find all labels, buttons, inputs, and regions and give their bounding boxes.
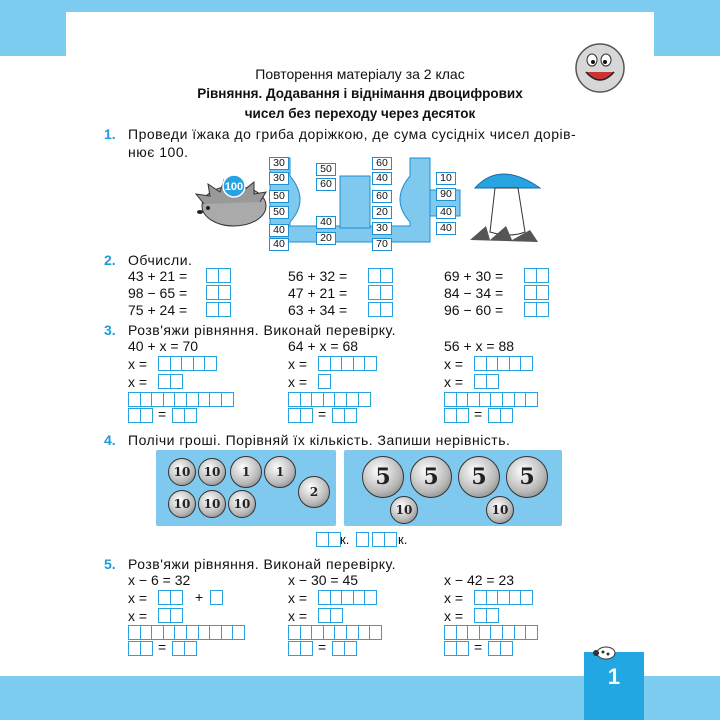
task1-illustration bbox=[190, 156, 550, 250]
check-cells[interactable] bbox=[288, 641, 311, 656]
answer-cells[interactable] bbox=[158, 608, 181, 623]
task1-number: 1. bbox=[104, 126, 116, 142]
check-cells[interactable] bbox=[172, 641, 195, 656]
path-number: 40 bbox=[269, 224, 289, 237]
x-label: x = bbox=[444, 608, 464, 624]
check-cells[interactable] bbox=[444, 625, 537, 640]
coins-panel-left bbox=[156, 450, 336, 526]
answer-cells[interactable] bbox=[368, 302, 391, 317]
answer-cells[interactable] bbox=[474, 374, 497, 389]
coin: 5 bbox=[410, 456, 452, 498]
equals-sign: = bbox=[474, 406, 483, 422]
path-number: 40 bbox=[372, 172, 392, 185]
x-label: x = bbox=[444, 356, 464, 372]
task5-number: 5. bbox=[104, 556, 116, 572]
check-cells[interactable] bbox=[128, 625, 244, 640]
check-cells[interactable] bbox=[332, 641, 355, 656]
equals-sign: = bbox=[318, 639, 327, 655]
task5-eq: x − 30 = 45 bbox=[288, 572, 359, 588]
coin: 10 bbox=[390, 496, 418, 524]
check-cells[interactable] bbox=[128, 641, 151, 656]
task1-text-line1: Проведи їжака до гриба доріжкою, де сума сусідніх чисел дорів- bbox=[128, 126, 577, 142]
answer-cells[interactable] bbox=[524, 285, 547, 300]
task3-number: 3. bbox=[104, 322, 116, 338]
task3-eq: 56 + x = 88 bbox=[444, 338, 515, 354]
task4-text: Полічи гроші. Порівняй їх кількість. Запиши нерівність. bbox=[128, 432, 511, 448]
ladybug-icon bbox=[592, 644, 618, 660]
x-label: x = bbox=[128, 374, 148, 390]
check-cells[interactable] bbox=[288, 392, 369, 407]
task3-text: Розв'яжи рівняння. Виконай перевірку. bbox=[128, 322, 397, 338]
coin: 1 bbox=[230, 456, 262, 488]
equals-sign: = bbox=[318, 406, 327, 422]
x-label: x = bbox=[128, 356, 148, 372]
path-number: 50 bbox=[269, 190, 289, 203]
answer-cells[interactable] bbox=[368, 285, 391, 300]
work-cells[interactable] bbox=[318, 590, 376, 605]
check-cells[interactable] bbox=[444, 408, 467, 423]
task2-expr: 43 + 21 = bbox=[128, 268, 188, 284]
work-cells[interactable] bbox=[210, 590, 222, 605]
coin: 5 bbox=[458, 456, 500, 498]
plus-sign: + bbox=[195, 589, 204, 605]
equals-sign: = bbox=[474, 639, 483, 655]
task5-eq: x − 6 = 32 bbox=[128, 572, 191, 588]
path-number: 40 bbox=[316, 216, 336, 229]
path-number: 20 bbox=[372, 206, 392, 219]
check-cells[interactable] bbox=[332, 408, 355, 423]
coin: 1 bbox=[264, 456, 296, 488]
answer-cells[interactable] bbox=[318, 608, 341, 623]
path-number: 90 bbox=[436, 188, 456, 201]
answer-cells[interactable] bbox=[524, 302, 547, 317]
x-label: x = bbox=[288, 356, 308, 372]
path-number: 20 bbox=[316, 232, 336, 245]
x-label: x = bbox=[288, 608, 308, 624]
work-cells[interactable] bbox=[158, 356, 216, 371]
check-cells[interactable] bbox=[444, 641, 467, 656]
check-cells[interactable] bbox=[128, 392, 232, 407]
unit-right: к. bbox=[398, 532, 408, 547]
check-cells[interactable] bbox=[444, 392, 537, 407]
x-label: x = bbox=[128, 590, 148, 606]
path-number: 30 bbox=[372, 222, 392, 235]
answer-cells[interactable] bbox=[318, 374, 330, 389]
work-cells[interactable] bbox=[318, 356, 376, 371]
task2-expr: 47 + 21 = bbox=[288, 285, 348, 301]
answer-cells[interactable] bbox=[524, 268, 547, 283]
inequality-left-cells[interactable] bbox=[316, 532, 339, 547]
equals-sign: = bbox=[158, 406, 167, 422]
path-number: 30 bbox=[269, 172, 289, 185]
check-cells[interactable] bbox=[172, 408, 195, 423]
work-cells[interactable] bbox=[474, 356, 532, 371]
coin: 5 bbox=[362, 456, 404, 498]
task5-eq: x − 42 = 23 bbox=[444, 572, 515, 588]
answer-cells[interactable] bbox=[206, 268, 229, 283]
path-number: 40 bbox=[436, 206, 456, 219]
path-number: 50 bbox=[316, 163, 336, 176]
coin: 10 bbox=[486, 496, 514, 524]
task2-expr: 98 − 65 = bbox=[128, 285, 188, 301]
inequality-right-cells[interactable] bbox=[372, 532, 395, 547]
x-label: x = bbox=[444, 590, 464, 606]
check-cells[interactable] bbox=[288, 625, 381, 640]
path-number: 10 bbox=[436, 172, 456, 185]
answer-cells[interactable] bbox=[368, 268, 391, 283]
path-number: 60 bbox=[372, 190, 392, 203]
task4-number: 4. bbox=[104, 432, 116, 448]
task2-expr: 69 + 30 = bbox=[444, 268, 504, 284]
task2-text: Обчисли. bbox=[128, 252, 193, 268]
section-subtitle: Повторення матеріалу за 2 клас bbox=[255, 66, 465, 82]
path-number: 30 bbox=[269, 157, 289, 170]
x-label: x = bbox=[444, 374, 464, 390]
work-cells[interactable] bbox=[158, 590, 181, 605]
x-label: x = bbox=[288, 374, 308, 390]
coin: 10 bbox=[228, 490, 256, 518]
coin: 5 bbox=[506, 456, 548, 498]
task2-expr: 75 + 24 = bbox=[128, 302, 188, 318]
check-cells[interactable] bbox=[488, 641, 511, 656]
comparison-cell[interactable] bbox=[356, 532, 368, 547]
path-number: 60 bbox=[316, 178, 336, 191]
check-cells[interactable] bbox=[488, 408, 511, 423]
task3-eq: 64 + x = 68 bbox=[288, 338, 359, 354]
path-number: 50 bbox=[269, 206, 289, 219]
task2-expr: 96 − 60 = bbox=[444, 302, 504, 318]
coin: 10 bbox=[168, 490, 196, 518]
task2-number: 2. bbox=[104, 252, 116, 268]
task1-text-line2: нює 100. bbox=[128, 144, 189, 160]
section-title-line1: Рівняння. Додавання і віднімання двоцифрових bbox=[197, 86, 523, 101]
task2-expr: 84 − 34 = bbox=[444, 285, 504, 301]
path-number: 70 bbox=[372, 238, 392, 251]
coin: 10 bbox=[198, 490, 226, 518]
check-cells[interactable] bbox=[128, 408, 151, 423]
check-cells[interactable] bbox=[288, 408, 311, 423]
coin: 2 bbox=[298, 476, 330, 508]
task2-expr: 63 + 34 = bbox=[288, 302, 348, 318]
work-cells[interactable] bbox=[474, 590, 532, 605]
path-number: 40 bbox=[269, 238, 289, 251]
task2-expr: 56 + 32 = bbox=[288, 268, 348, 284]
x-label: x = bbox=[128, 608, 148, 624]
path-number: 40 bbox=[436, 222, 456, 235]
answer-cells[interactable] bbox=[474, 608, 497, 623]
coin: 10 bbox=[198, 458, 226, 486]
answer-cells[interactable] bbox=[158, 374, 181, 389]
task3-eq: 40 + x = 70 bbox=[128, 338, 199, 354]
page-number: 1 bbox=[607, 664, 621, 689]
svg-text:100: 100 bbox=[224, 181, 244, 193]
equals-sign: = bbox=[158, 639, 167, 655]
answer-cells[interactable] bbox=[206, 285, 229, 300]
path-number: 60 bbox=[372, 157, 392, 170]
x-label: x = bbox=[288, 590, 308, 606]
coins-panel-right bbox=[344, 450, 562, 526]
section-title-line2: чисел без переходу через десяток bbox=[244, 106, 476, 121]
unit-left: к. bbox=[340, 532, 350, 547]
mushroom-icon bbox=[470, 174, 540, 242]
task5-text: Розв'яжи рівняння. Виконай перевірку. bbox=[128, 556, 397, 572]
answer-cells[interactable] bbox=[206, 302, 229, 317]
coin: 10 bbox=[168, 458, 196, 486]
